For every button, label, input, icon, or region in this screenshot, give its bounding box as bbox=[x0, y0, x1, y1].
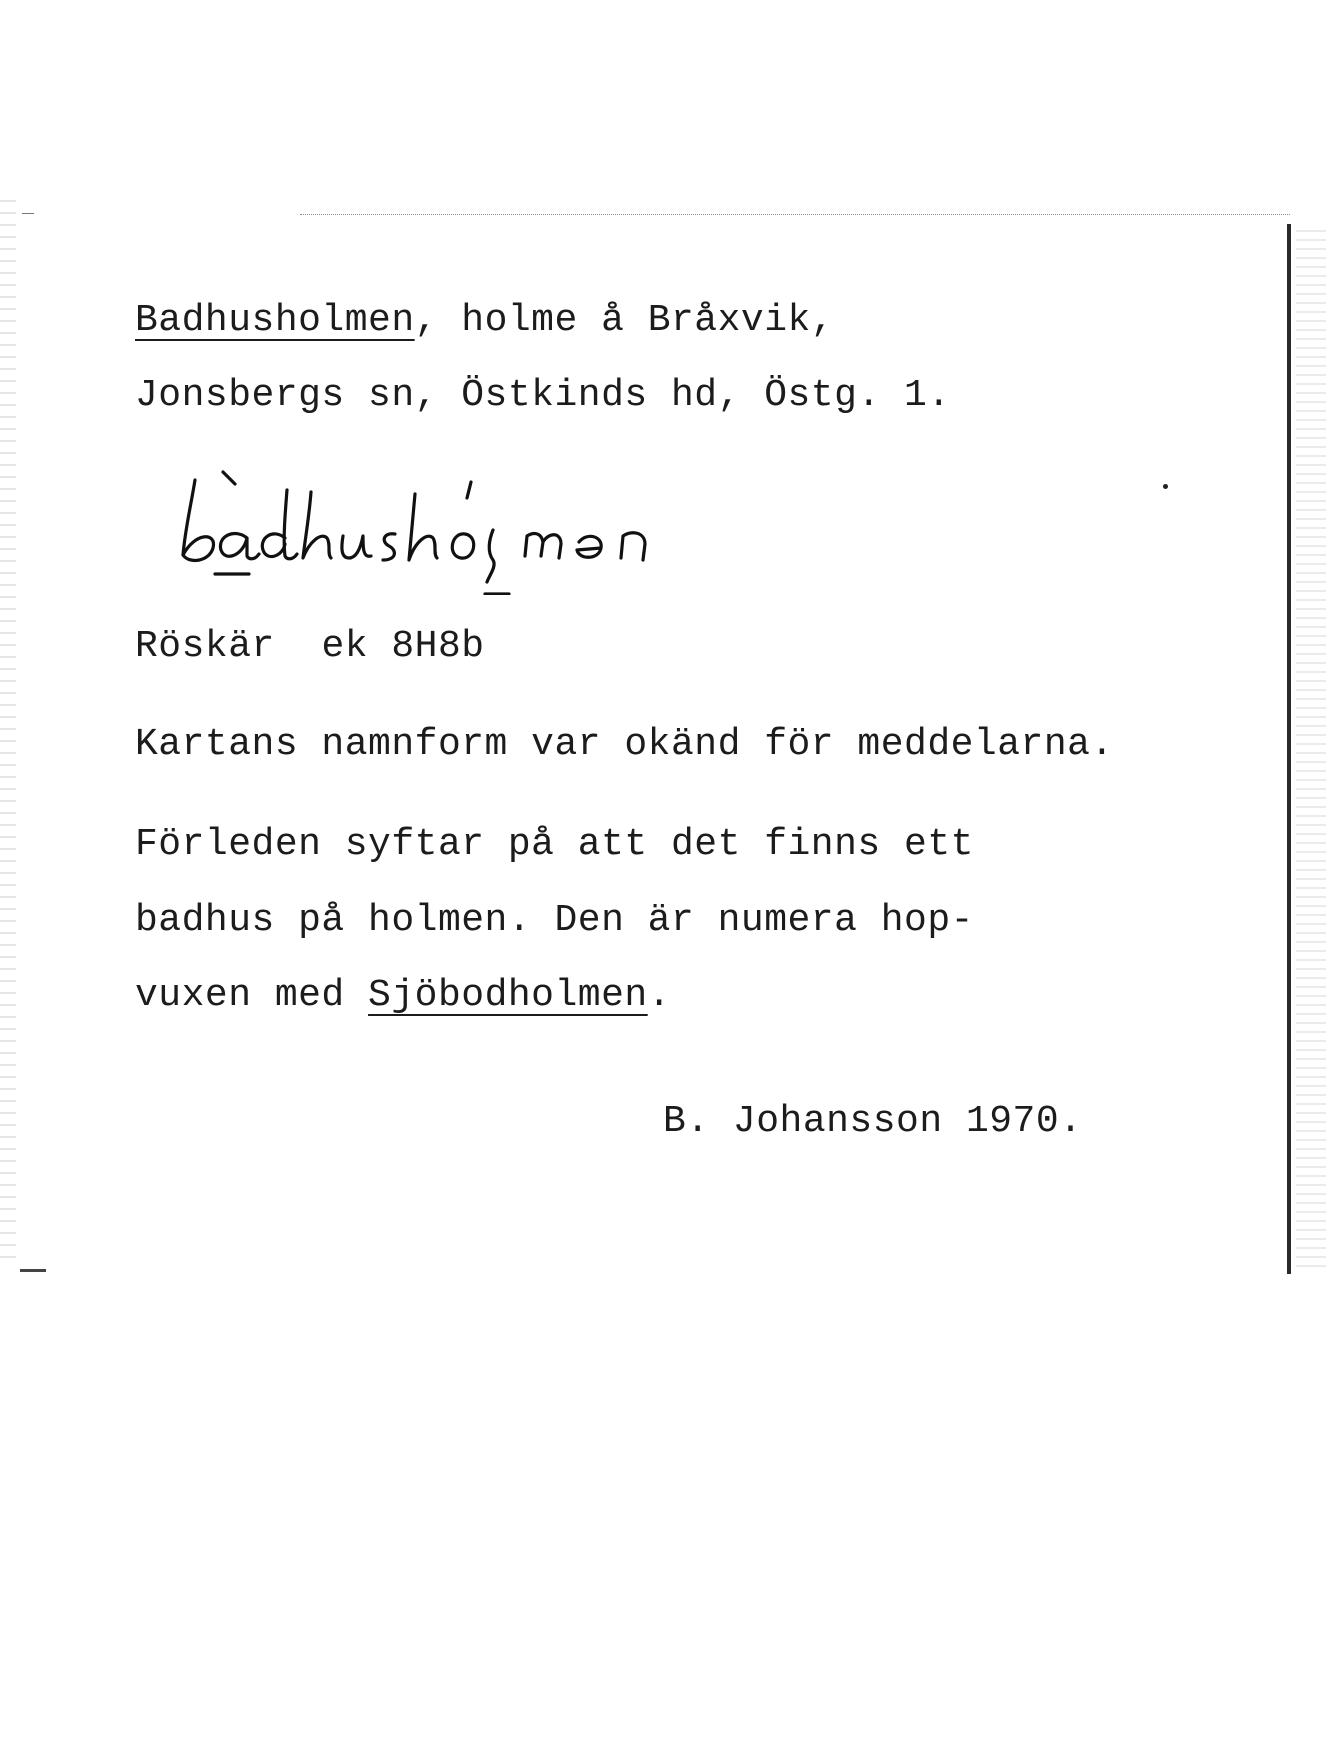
linked-place-name: Sjöbodholmen bbox=[368, 974, 648, 1017]
card-right-edge bbox=[1287, 224, 1291, 1274]
note-etymology-suffix: . bbox=[647, 974, 672, 1017]
note-etymology-line-2: badhus på holmen. Den är numera hop- bbox=[135, 899, 974, 942]
ink-speck bbox=[1163, 484, 1168, 489]
card-right-speckle bbox=[1296, 230, 1326, 1270]
note-informants: Kartans namnform var okänd för meddelarna. bbox=[135, 723, 1114, 766]
entry-location: , holme å Bråxvik, bbox=[414, 299, 835, 342]
parish-line: Jonsbergs sn, Östkinds hd, Östg. 1. bbox=[135, 374, 951, 417]
left-edge-mark bbox=[20, 1269, 46, 1272]
note-etymology-line-1: Förleden syftar på att det finns ett bbox=[135, 823, 974, 866]
map-reference-name: Röskär bbox=[135, 625, 275, 668]
left-edge-speckle bbox=[0, 200, 16, 1260]
note-etymology-line-3 bbox=[135, 974, 672, 1017]
card-top-rule bbox=[300, 214, 1290, 215]
entry-name: Badhusholmen bbox=[135, 299, 415, 342]
map-reference-line bbox=[135, 625, 485, 668]
handwritten-pronunciation bbox=[175, 470, 695, 595]
note-etymology-prefix: vuxen med bbox=[135, 974, 369, 1017]
map-reference-code: ek 8H8b bbox=[321, 625, 485, 668]
heading-line bbox=[135, 299, 835, 342]
left-edge-tick bbox=[22, 213, 34, 214]
signature: B. Johansson 1970. bbox=[663, 1100, 1083, 1143]
